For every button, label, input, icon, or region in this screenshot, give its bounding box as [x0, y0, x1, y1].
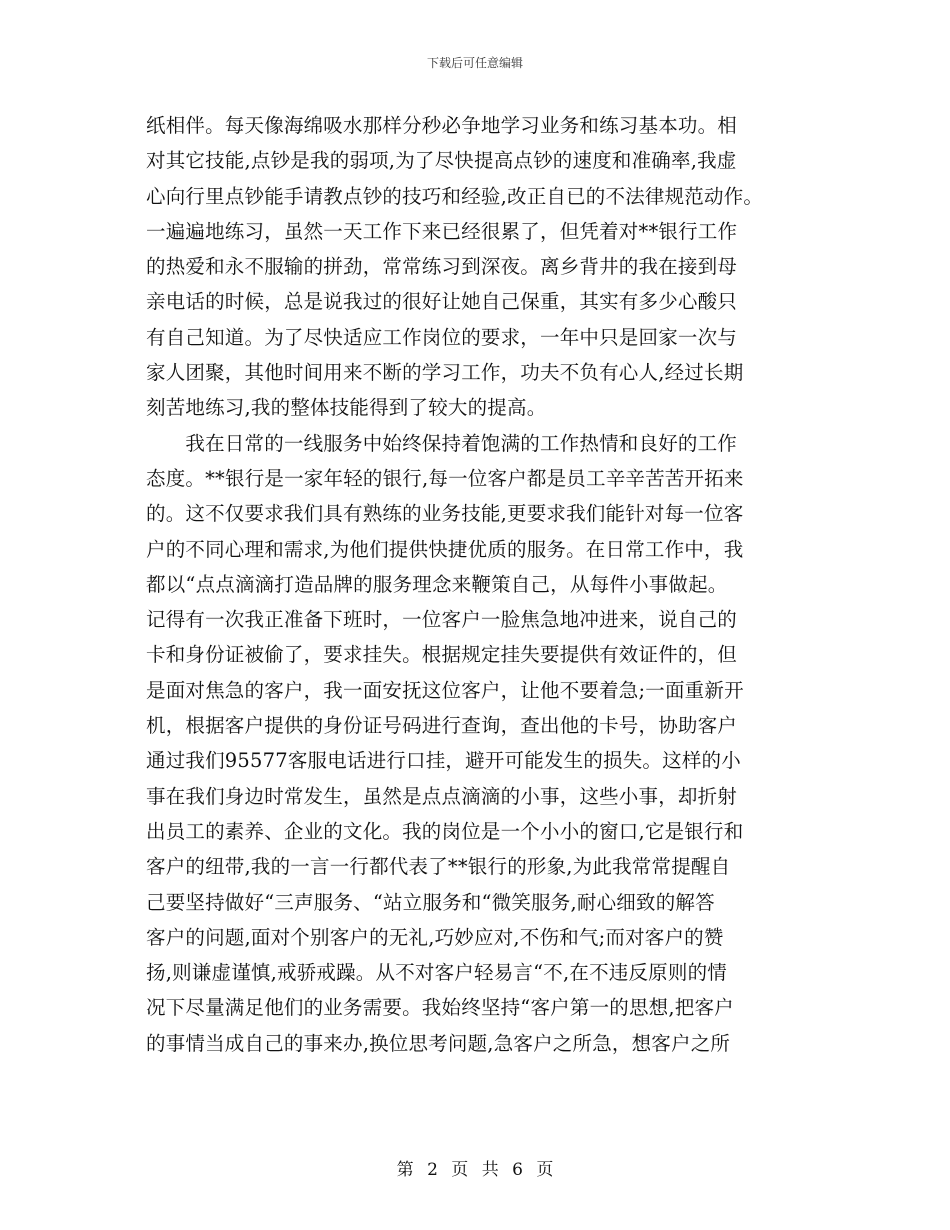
text-line: 的热爱和永不服输的拼劲，常常练习到深夜。离乡背井的我在接到母 [146, 255, 738, 279]
text-line: 都以“点点滴滴打造品牌的服务理念来鞭策自己，从每件小事做起。 [146, 572, 728, 596]
text-line: 事在我们身边时常发生，虽然是点点滴滴的小事，这些小事，却折射 [146, 784, 738, 808]
text-line: 是面对焦急的客户，我一面安抚这位客户，让他不要着急;一面重新开 [146, 678, 744, 702]
text-line: 的。这不仅要求我们具有熟练的业务技能,更要求我们能针对每一位客 [146, 502, 744, 526]
text-line: 的事情当成自己的事来办,换位思考问题,急客户之所急，想客户之所 [146, 1031, 731, 1055]
text-line: 家人团聚，其他时间用来不断的学习工作，功夫不负有心人,经过长期 [146, 361, 744, 385]
text-line: 客户的问题,面对个别客户的无礼,巧妙应对,不伤和气;而对客户的赞 [146, 925, 724, 949]
text-line: 一遍遍地练习，虽然一天工作下来已经很累了，但凭着对**银行工作 [146, 219, 738, 243]
text-line: 扬,则谦虚谨慎,戒骄戒躁。从不对客户轻易言“不,在不违反原则的情 [146, 961, 727, 985]
text-line: 亲电话的时候，总是说我过的很好让她自己保重，其实有多少心酸只 [146, 290, 738, 314]
text-line: 己要坚持做好“三声服务、“站立服务和“微笑服务,耐心细致的解答 [146, 890, 715, 914]
text-line: 刻苦地练习,我的整体技能得到了较大的提高。 [146, 396, 547, 420]
text-line: 卡和身份证被偷了，要求挂失。根据规定挂失要提供有效证件的，但 [146, 643, 738, 667]
text-line: 记得有一次我正准备下班时，一位客户一脸焦急地冲进来，说自己的 [146, 608, 738, 632]
text-line: 客户的纽带,我的一言一行都代表了**银行的形象,为此我常常提醒自 [146, 855, 731, 879]
text-line: 通过我们95577客服电话进行口挂，避开可能发生的损失。这样的小 [146, 749, 741, 773]
body-text [146, 108, 826, 1061]
page-number-footer: 第 2 页 共 6 页 [396, 1160, 554, 1180]
page-header: 下载后可任意编辑 [426, 56, 523, 70]
text-line: 况下尽量满足他们的业务需要。我始终坚持“客户第一的思想,把客户 [146, 996, 734, 1020]
text-line: 有自己知道。为了尽快适应工作岗位的要求，一年中只是回家一次与 [146, 325, 738, 349]
text-line: 心向行里点钞能手请教点钞的技巧和经验,改正自已的不法律规范动作。 [146, 184, 764, 208]
text-line: 对其它技能,点钞是我的弱项,为了尽快提高点钞的速度和准确率,我虚 [146, 149, 737, 173]
text-line: 态度。**银行是一家年轻的银行,每一位客户都是员工辛辛苦苦开拓来 [146, 466, 744, 490]
text-line: 出员工的素养、企业的文化。我的岗位是一个小小的窗口,它是银行和 [146, 819, 744, 843]
text-line: 纸相伴。每天像海绵吸水那样分秒必争地学习业务和练习基本功。相 [146, 114, 738, 137]
text-line: 户的不同心理和需求,为他们提供快捷优质的服务。在日常工作中，我 [146, 537, 744, 561]
text-line: 我在日常的一线服务中始终保持着饱满的工作热情和良好的工作 [146, 431, 738, 455]
text-line: 机，根据客户提供的身份证号码进行查询，查出他的卡号，协助客户 [146, 714, 738, 738]
